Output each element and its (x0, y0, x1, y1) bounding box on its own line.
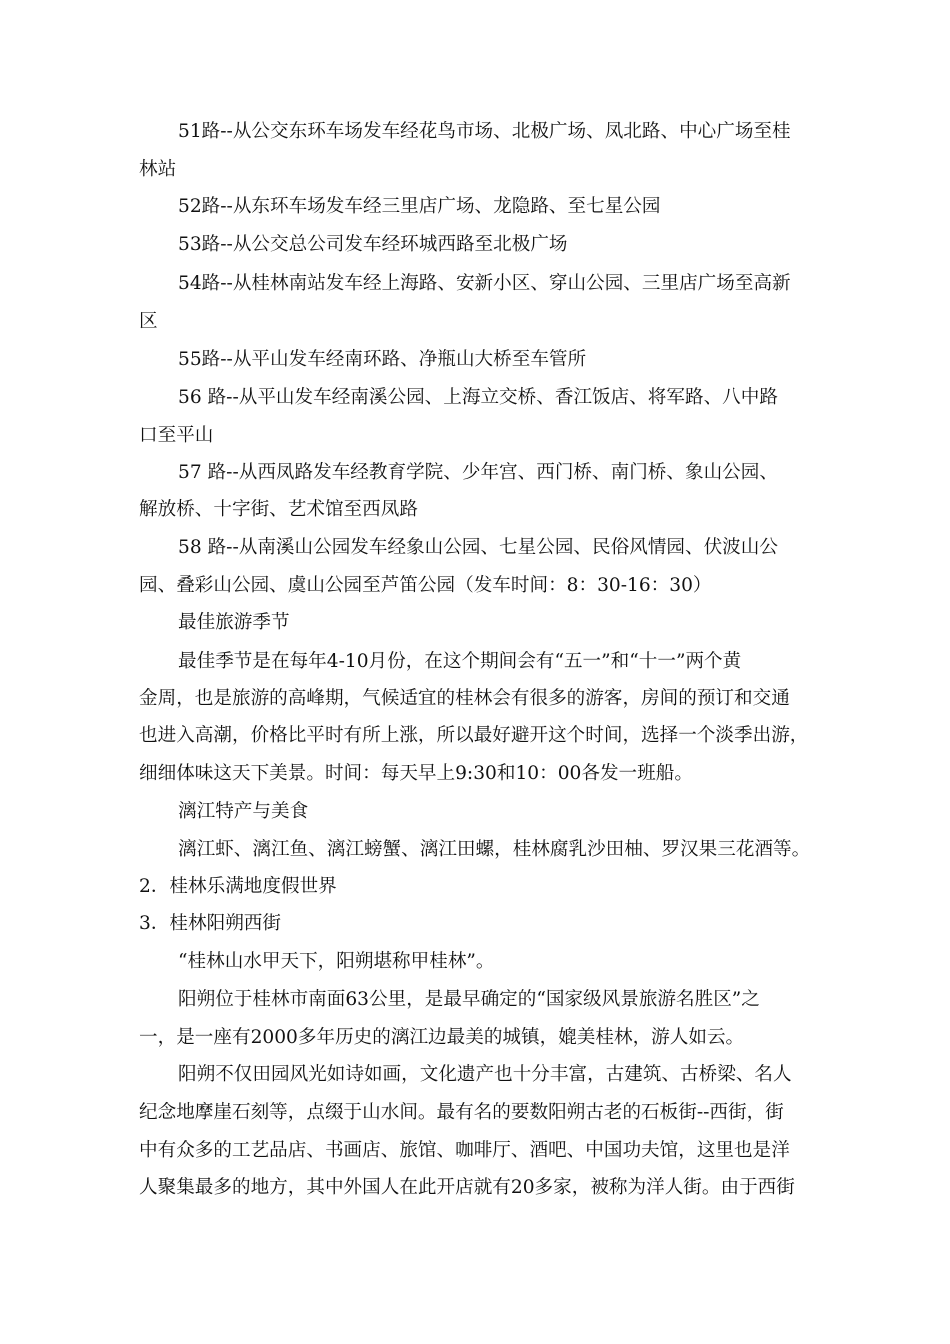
text-line: 口至平山 (139, 425, 214, 446)
text-line: 园、叠彩山公园、虞山公园至芦笛公园（发车时间：8：30-16：30） (139, 575, 712, 596)
text-line: 解放桥、十字街、艺术馆至西凤路 (139, 499, 418, 520)
text-line: 57 路--从西凤路发车经教育学院、少年宫、西门桥、南门桥、象山公园、 (178, 462, 778, 483)
text-line: 56 路--从平山发车经南溪公园、上海立交桥、香江饭店、将军路、八中路 (178, 387, 778, 408)
text-line: 漓江虾、漓江鱼、漓江螃蟹、漓江田螺，桂林腐乳沙田柚、罗汉果三花酒等。 (178, 839, 811, 860)
text-line: 54路--从桂林南站发车经上海路、安新小区、穿山公园、三里店广场至高新 (178, 273, 791, 294)
text-line: 纪念地摩崖石刻等，点缀于山水间。最有名的要数阳朔古老的石板街--西街，街 (139, 1102, 784, 1123)
text-line: 一，是一座有2000多年历史的漓江边最美的城镇，媲美桂林，游人如云。 (139, 1027, 745, 1048)
text-line: 也进入高潮，价格比平时有所上涨，所以最好避开这个时间，选择一个淡季出游， (139, 725, 809, 746)
text-line: 人聚集最多的地方，其中外国人在此开店就有20多家，被称为洋人街。由于西街 (139, 1177, 795, 1198)
text-line: 51路--从公交东环车场发车经花鸟市场、北极广场、凤北路、中心广场至桂 (178, 121, 791, 142)
section-heading: 漓江特产与美食 (178, 801, 309, 822)
numbered-heading: 2．桂林乐满地度假世界 (139, 876, 337, 897)
text-line: 阳朔位于桂林市南面63公里，是最早确定的“国家级风景旅游名胜区”之 (178, 989, 760, 1010)
text-line: 区 (139, 311, 158, 332)
text-line: 53路--从公交总公司发车经环城西路至北极广场 (178, 234, 568, 255)
text-line: 细细体味这天下美景。时间：每天早上9:30和10：00各发一班船。 (139, 763, 693, 784)
text-line: “桂林山水甲天下，阳朔堪称甲桂林”。 (178, 951, 495, 972)
text-line: 52路--从东环车场发车经三里店广场、龙隐路、至七星公园 (178, 196, 661, 217)
text-line: 55路--从平山发车经南环路、净瓶山大桥至车管所 (178, 349, 587, 370)
text-line: 金周，也是旅游的高峰期，气候适宜的桂林会有很多的游客，房间的预订和交通 (139, 688, 790, 709)
text-line: 58 路--从南溪山公园发车经象山公园、七星公园、民俗风情园、伏波山公 (178, 537, 778, 558)
section-heading: 最佳旅游季节 (178, 612, 290, 633)
text-line: 最佳季节是在每年4-10月份，在这个期间会有“五一”和“十一”两个黄 (178, 651, 742, 672)
text-line: 中有众多的工艺品店、书画店、旅馆、咖啡厅、酒吧、中国功夫馆，这里也是洋 (139, 1140, 790, 1161)
text-line: 林站 (139, 159, 177, 180)
numbered-heading: 3．桂林阳朔西街 (139, 913, 281, 934)
text-line: 阳朔不仅田园风光如诗如画，文化遗产也十分丰富，古建筑、古桥梁、名人 (178, 1064, 792, 1085)
